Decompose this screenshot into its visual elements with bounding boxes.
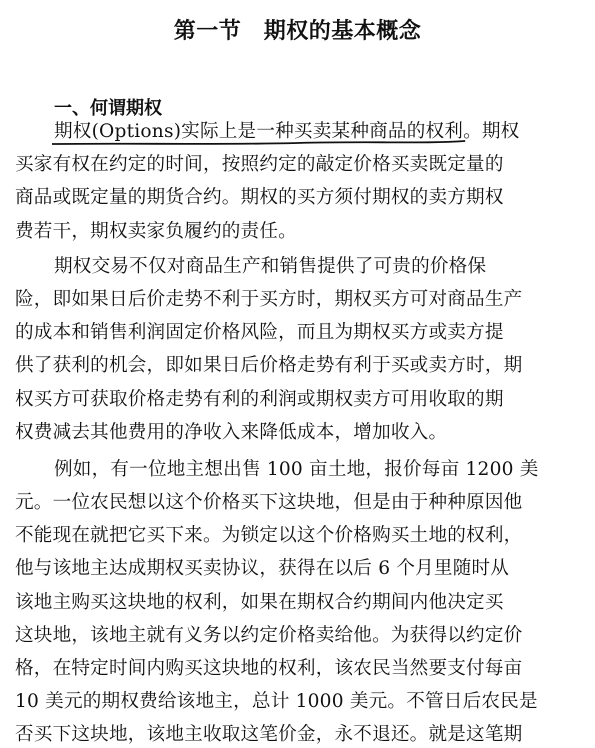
- paragraph-2-line-6: 权费减去其他费用的净收入来降低成本，增加收入。: [15, 421, 448, 443]
- paragraph-3-line-3: 不能现在就把它买下来。为锁定以这个价格购买土地的权利，: [15, 525, 523, 547]
- paragraph-2-line-2: 险，即如果日后价走势不利于买方时，期权买方可对商品生产: [15, 288, 523, 310]
- paragraph-2-line-5: 权买方可获取价格走势有利的利润或期权卖方可用收取的期: [15, 388, 504, 410]
- paragraph-3-line-5: 该地主购买这块地的权利，如果在期权合约期间内他决定买: [15, 591, 504, 613]
- paragraph-3-line-2: 元。一位农民想以这个价格买下这块地，但是由于种种原因他: [15, 492, 523, 513]
- paragraph-1-line-4: 费若干，期权卖家负履约的责任。: [15, 220, 297, 242]
- paragraph-1-line-3: 商品或既定量的期货合约。期权的买方须付期权的卖方期权: [15, 187, 504, 209]
- paragraph-1-line-1: [54, 123, 519, 142]
- paragraph-3-line-4: 他与该地主达成期权买卖协议，获得在以后 6 个月里随时从: [15, 558, 510, 580]
- paragraph-3-line-7: 格，在特定时间内购买这块地的权利，该农民当然要支付每亩: [15, 658, 523, 679]
- paragraph-2-line-1: 期权交易不仅对商品生产和销售提供了可贵的价格保: [54, 255, 487, 277]
- paragraph-1-line-1-rest: 。期权: [463, 121, 520, 142]
- handwritten-underlined-text: [54, 123, 463, 142]
- paragraph-2-line-4: 供了获利的机会，即如果日后价格走势有利于买或卖方时，期: [15, 355, 523, 377]
- underlined-definition: 期权(Options)实际上是一种买卖某种商品的权利: [54, 121, 464, 142]
- paragraph-3-line-9: 否买下这块地，该地主收取这笔价金，永不退还。就是这笔期: [15, 724, 523, 746]
- paragraph-3-line-6: 这块地，该地主就有义务以约定价格卖给他。为获得以约定价: [15, 624, 523, 646]
- handwritten-underline-mark: [52, 138, 461, 148]
- paragraph-2-line-3: 的成本和销售利润固定价格风险，而且为期权买方或卖方提: [15, 322, 504, 344]
- section-heading: 一、何谓期权: [54, 98, 162, 119]
- paragraph-1-line-2: 买家有权在约定的时间，按照约定的敲定价格买卖既定量的: [15, 154, 504, 176]
- paragraph-3-line-1: 例如，有一位地主想出售 100 亩土地，报价每亩 1200 美: [54, 458, 539, 480]
- section-title: 第一节 期权的基本概念: [173, 18, 422, 44]
- paragraph-3-line-8: 10 美元的期权费给该地主，总计 1000 美元。不管日后农民是: [15, 691, 538, 713]
